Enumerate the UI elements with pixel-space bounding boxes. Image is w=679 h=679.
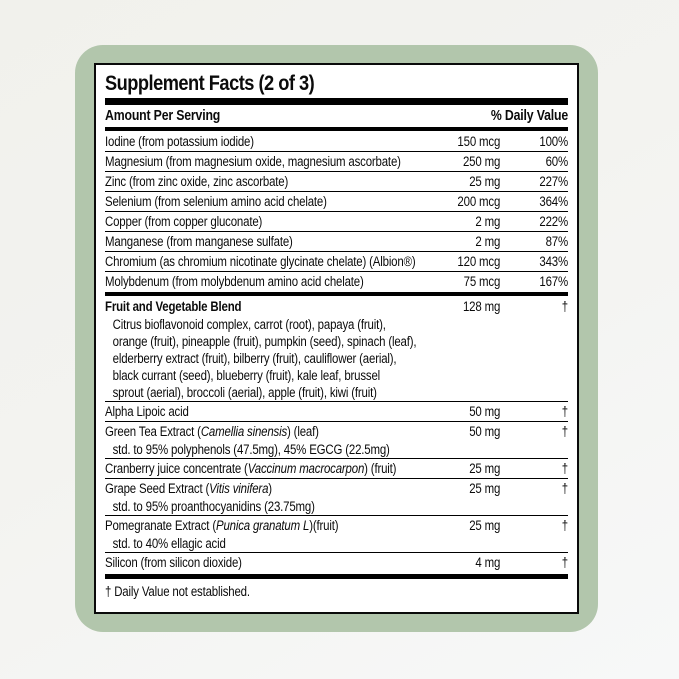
ingredient-subline: orange (fruit), pineapple (fruit), pumpkin (seed), spinach (leaf), [112,334,417,349]
ingredient-name [105,133,428,150]
ingredient-name [105,480,428,497]
column-header-daily-value: % Daily Value [490,108,569,124]
daily-value: 364% [539,194,569,209]
ingredient-name [105,233,428,250]
amount-value: 4 mg [475,555,501,570]
ingredient-subline: black currant (seed), blueberry (fruit), kale leaf, brussel [112,368,381,383]
amount-value: 128 mg [462,299,501,314]
ingredient-subline: std. to 95% proanthocyanidins (23.75mg) [112,499,315,514]
row-separator [105,574,568,579]
daily-value: 227% [539,174,569,189]
amount-value: 2 mg [475,214,501,229]
ingredient-name [105,298,428,315]
name-text: Copper (from copper gluconate) [105,214,263,229]
amount-value: 25 mg [469,461,501,476]
ingredient-subline: std. to 95% polyphenols (47.5mg), 45% EGCG (22.5mg) [112,442,390,457]
name-text: Selenium (from selenium amino acid chelate) [105,194,327,209]
name-text: Green Tea Extract ( [105,424,201,439]
name-text: Grape Seed Extract ( [105,481,210,496]
daily-value: † [561,424,569,439]
scientific-name: Punica granatum L [215,518,310,533]
name-text: Fruit and Vegetable Blend [105,299,242,314]
amount-value: 75 mcg [463,274,501,289]
supplement-facts-label [94,63,579,614]
ingredient-name [105,403,428,420]
amount-value: 120 mcg [457,254,501,269]
ingredient-name [105,193,428,210]
facts-rows [105,132,568,579]
table-row [105,132,568,151]
scientific-name: Vaccinum macrocarpon [247,461,365,476]
green-card [75,45,598,632]
name-text: Iodine (from potassium iodide) [105,134,254,149]
header-divider [105,127,568,131]
label-content [105,68,568,601]
ingredient-subline: sprout (aerial), broccoli (aerial), apple (fruit), kiwi (fruit) [112,385,377,400]
amount-value: 150 mcg [457,134,501,149]
table-row [105,297,568,316]
daily-value: 100% [539,134,569,149]
name-text: Molybdenum (from molybdenum amino acid chelate) [105,274,364,289]
name-text: Alpha Lipoic acid [105,404,189,419]
daily-value: † [561,555,569,570]
ingredient-name [105,460,428,477]
amount-value: 50 mg [469,404,501,419]
name-text: Cranberry juice concentrate ( [105,461,248,476]
daily-value: † [561,404,569,419]
footnote: † Daily Value not established. [105,584,250,599]
amount-value: 250 mg [462,154,501,169]
table-row [105,232,568,251]
ingredient-name [105,253,428,270]
amount-value: 25 mg [469,481,501,496]
scientific-name: Camellia sinensis [200,424,288,439]
daily-value: 167% [539,274,569,289]
name-text: Zinc (from zinc oxide, zinc ascorbate) [105,174,289,189]
name-text: ) [268,481,272,496]
daily-value: † [561,481,569,496]
ingredient-subline: Citrus bioflavonoid complex, carrot (root), papaya (fruit), [112,317,386,332]
ingredient-name [105,173,428,190]
ingredient-name [105,517,428,534]
name-text: ) (leaf) [287,424,319,439]
table-row [105,172,568,191]
amount-value: 25 mg [469,174,501,189]
daily-value: 87% [545,234,569,249]
table-row [105,192,568,211]
table-row [105,479,568,498]
daily-value: 60% [545,154,569,169]
table-row [105,152,568,171]
ingredient-name [105,554,428,571]
scientific-name: Vitis vinifera [209,481,269,496]
ingredient-name [105,213,428,230]
name-text: ) (fruit) [364,461,397,476]
daily-value: 343% [539,254,569,269]
name-text: Pomegranate Extract ( [105,518,216,533]
daily-value: 222% [539,214,569,229]
ingredient-subline: elderberry extract (fruit), bilberry (fruit), cauliflower (aerial), [112,351,397,366]
column-header-row [105,107,568,126]
ingredient-name [105,273,428,290]
daily-value: † [561,518,569,533]
amount-value: 50 mg [469,424,501,439]
table-row [105,272,568,291]
ingredient-subline: std. to 40% ellagic acid [112,536,226,551]
table-row [105,402,568,421]
name-text: Magnesium (from magnesium oxide, magnesium ascorbate) [105,154,401,169]
daily-value: † [561,299,569,314]
row-separator [105,292,568,296]
amount-value: 200 mcg [457,194,501,209]
table-row [105,252,568,271]
name-text: )(fruit) [309,518,339,533]
daily-value: † [561,461,569,476]
table-row [105,212,568,231]
amount-value: 25 mg [469,518,501,533]
name-text: Chromium (as chromium nicotinate glycinate chelate) (Albion®) [105,254,416,269]
ingredient-name [105,153,428,170]
table-row [105,459,568,478]
name-text: Manganese (from manganese sulfate) [105,234,293,249]
amount-value: 2 mg [475,234,501,249]
ingredient-name [105,423,428,440]
column-header-amount: Amount Per Serving [105,108,221,124]
label-title: Supplement Facts (2 of 3) [105,71,315,95]
table-row [105,553,568,572]
title-divider [105,98,568,105]
name-text: Silicon (from silicon dioxide) [105,555,242,570]
table-row [105,516,568,535]
table-row [105,422,568,441]
